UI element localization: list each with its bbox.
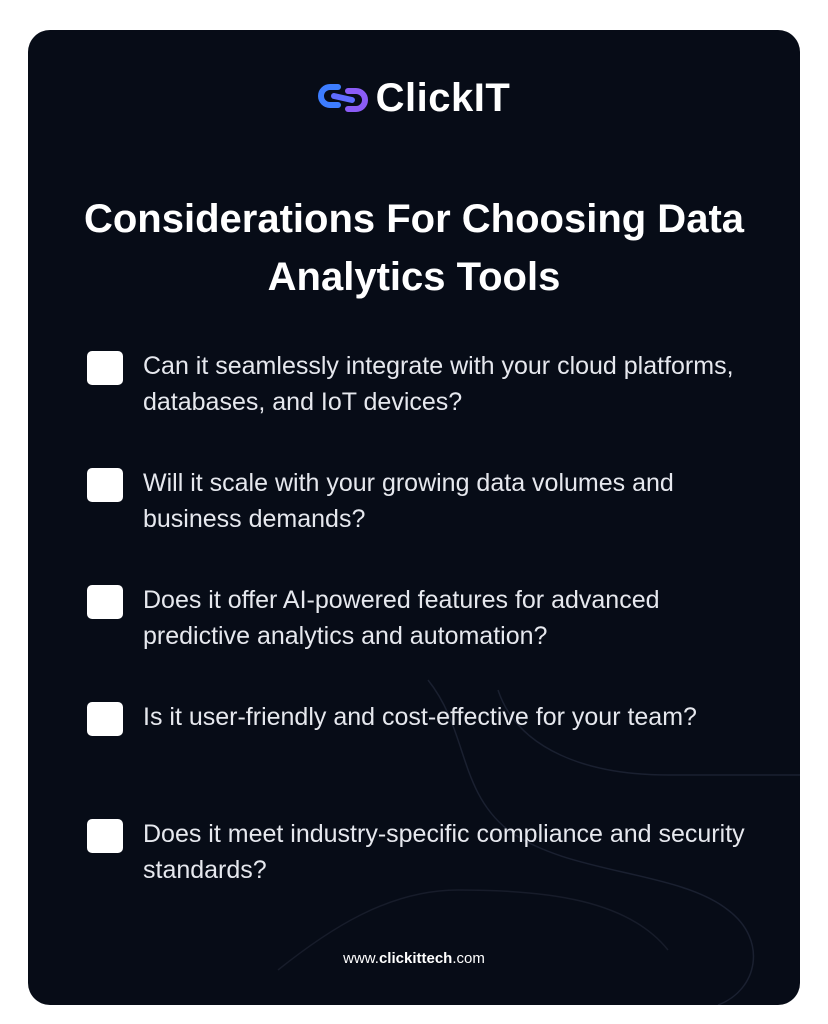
infographic-card bbox=[28, 30, 800, 1005]
url-domain: clickittech bbox=[378, 950, 453, 967]
page-title: Considerations For Choosing Data Analytics Tools bbox=[83, 197, 745, 299]
list-item-text: Does it offer AI-powered features for advanced predictive analytics and automation? bbox=[143, 586, 660, 650]
checkbox-icon bbox=[87, 351, 123, 385]
list-item bbox=[87, 465, 767, 582]
checkbox-icon bbox=[87, 468, 123, 502]
website-url bbox=[28, 950, 800, 967]
checkbox-icon bbox=[87, 702, 123, 736]
considerations-list bbox=[87, 348, 767, 933]
list-item bbox=[87, 699, 767, 816]
list-item bbox=[87, 582, 767, 699]
brand-name: ClickIT bbox=[375, 76, 511, 120]
list-item-text: Is it user-friendly and cost-effective for your team? bbox=[143, 703, 697, 731]
list-item bbox=[87, 816, 767, 933]
list-item-text: Can it seamlessly integrate with your cloud platforms, databases, and IoT devices? bbox=[143, 352, 734, 416]
brand-logo bbox=[28, 78, 800, 118]
chain-link-icon bbox=[318, 80, 368, 116]
checkbox-icon bbox=[87, 585, 123, 619]
url-suffix: .com bbox=[452, 950, 485, 967]
list-item bbox=[87, 348, 767, 465]
checkbox-icon bbox=[87, 819, 123, 853]
list-item-text: Does it meet industry-specific compliance and security standards? bbox=[143, 820, 745, 884]
list-item-text: Will it scale with your growing data volumes and business demands? bbox=[143, 469, 674, 533]
url-prefix: www. bbox=[343, 950, 379, 967]
